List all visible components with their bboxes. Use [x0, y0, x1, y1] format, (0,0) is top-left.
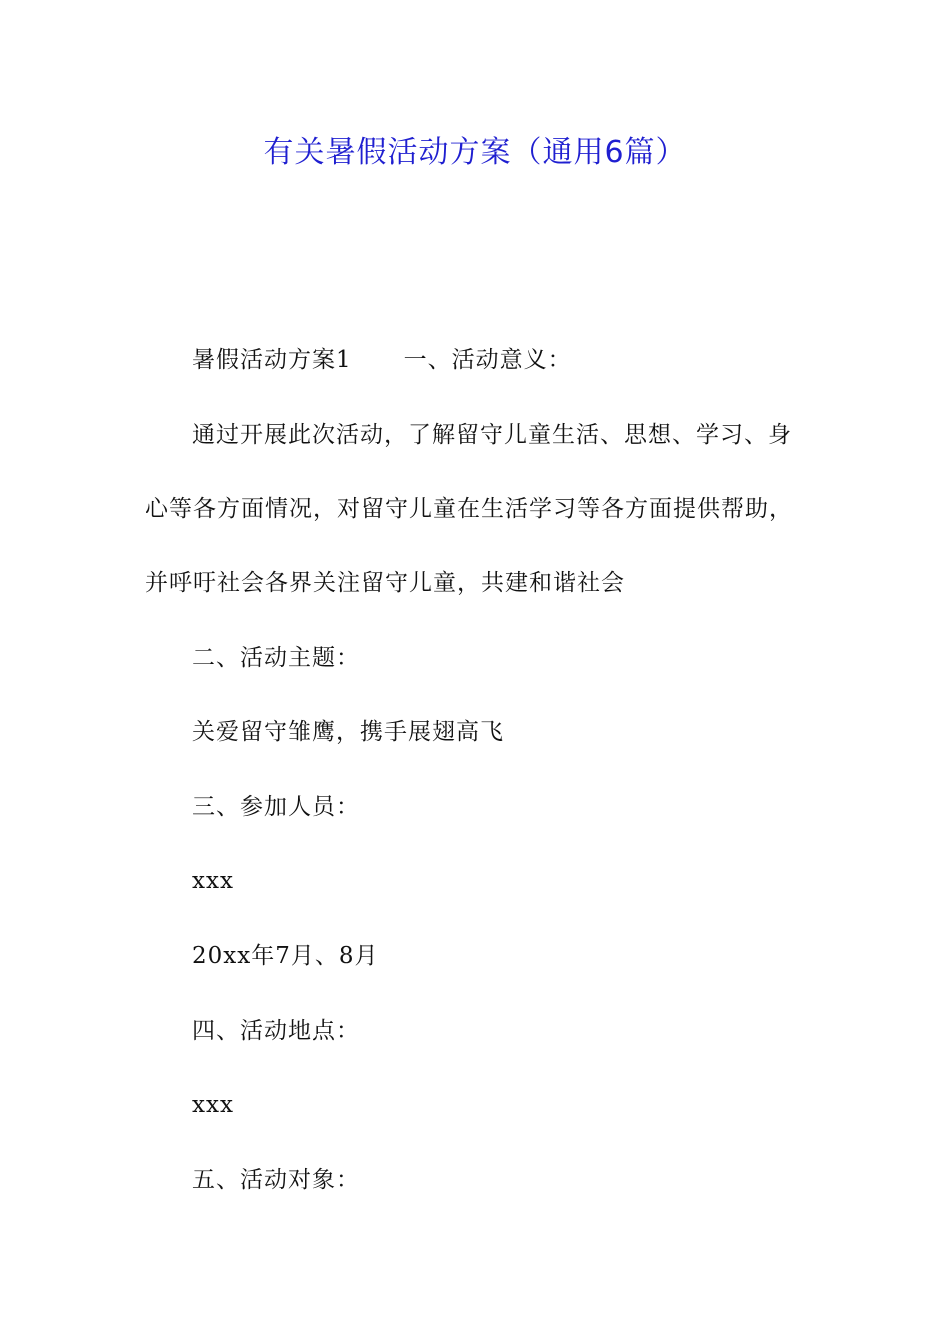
document-title: 有关暑假活动方案（通用6篇）	[263, 135, 687, 170]
heading-participants: 三、参加人员：	[192, 794, 360, 820]
heading-activity-target: 五、活动对象：	[192, 1167, 360, 1193]
paragraph-line-1: 通过开展此次活动，了解留守儿童生活、思想、学习、身	[192, 422, 792, 448]
participants-text: xxx	[192, 868, 234, 894]
activity-location-text: xxx	[192, 1092, 234, 1118]
paragraph-line-3: 并呼吁社会各界关注留守儿童，共建和谐社会	[145, 570, 625, 596]
activity-date-text: 20xx年7月、8月	[192, 943, 379, 969]
paragraph-line-2: 心等各方面情况，对留守儿童在生活学习等各方面提供帮助，	[145, 496, 793, 522]
heading-activity-location: 四、活动地点：	[192, 1018, 360, 1044]
heading-activity-significance: 一、活动意义：	[403, 347, 572, 373]
section-label: 暑假活动方案1	[192, 347, 352, 373]
section-heading-line	[192, 340, 572, 380]
heading-activity-theme: 二、活动主题：	[192, 645, 360, 671]
activity-theme-text: 关爱留守雏鹰，携手展翅高飞	[192, 719, 504, 745]
